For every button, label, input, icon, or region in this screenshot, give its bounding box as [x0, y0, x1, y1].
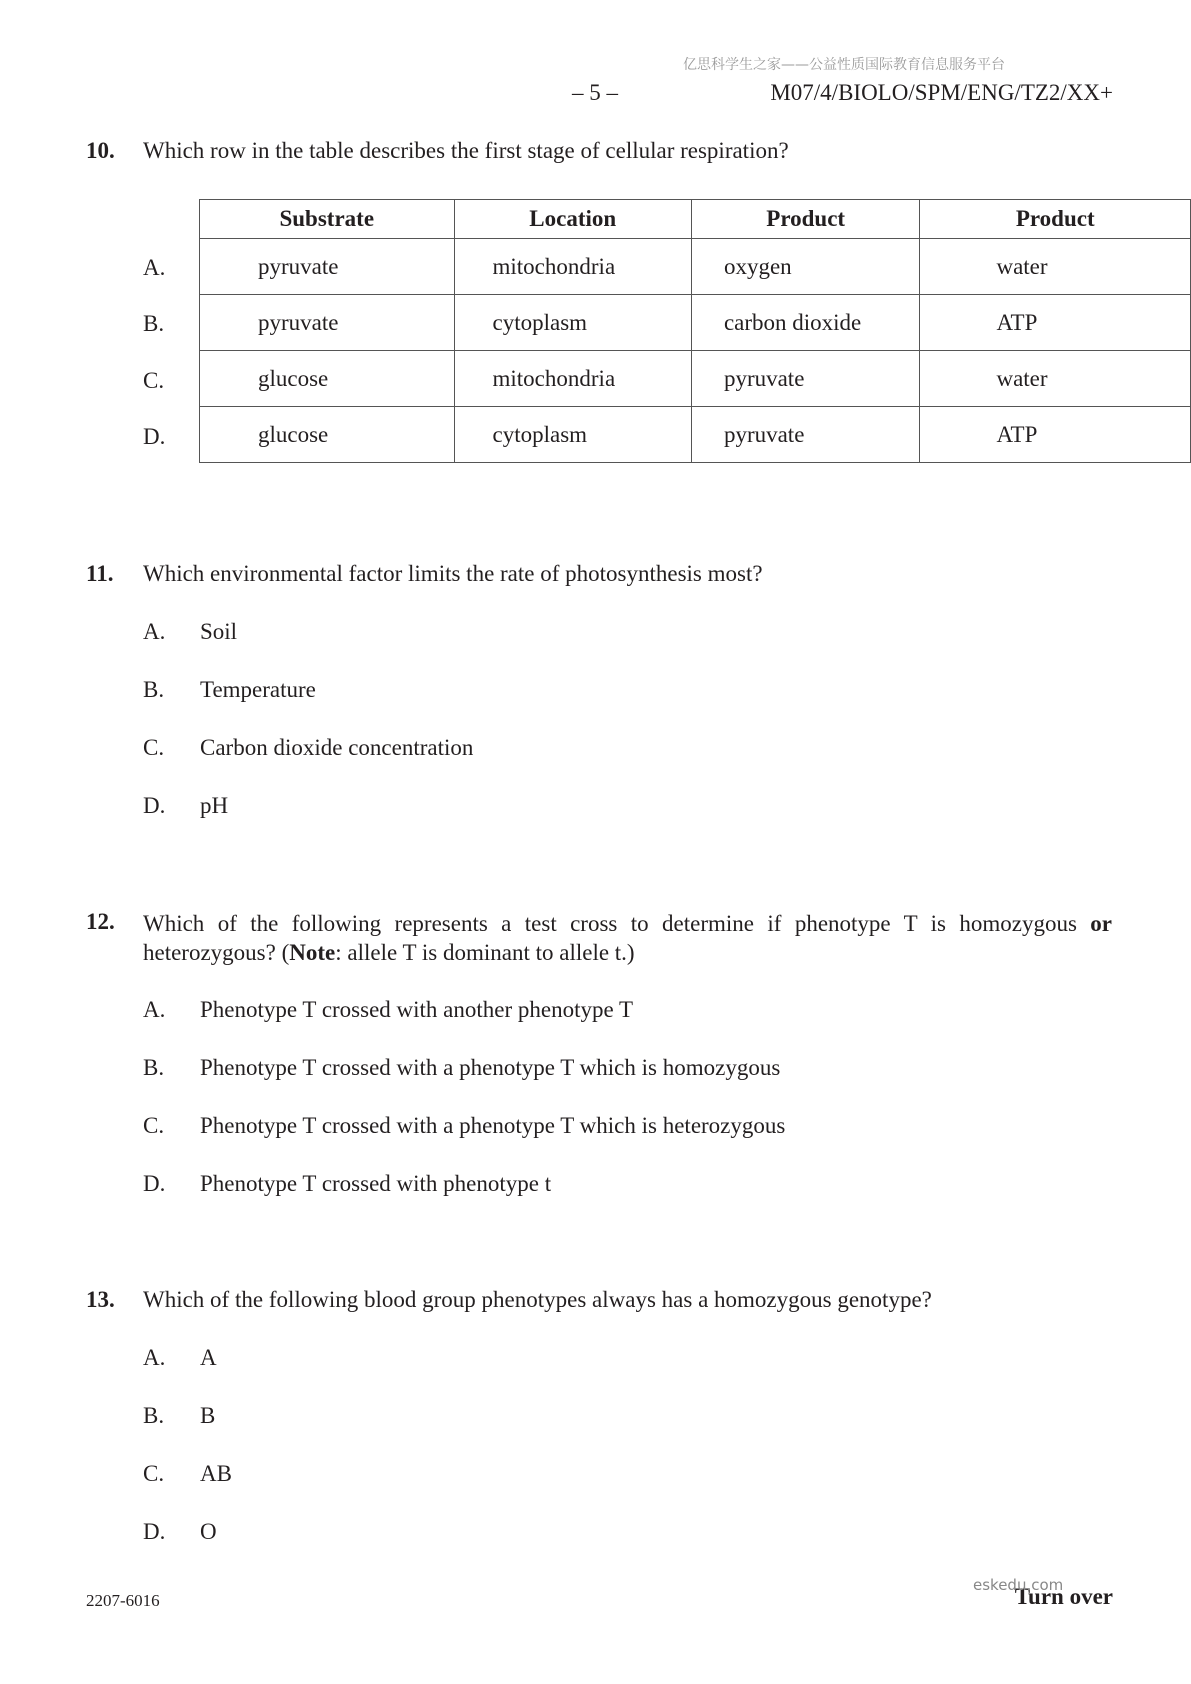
table-row-letter-a: A. [143, 255, 166, 280]
question-10-text: Which row in the table describes the first stage of cellular respiration? [143, 138, 789, 163]
option-letter: C. [143, 1461, 165, 1486]
footer-watermark: eskedu.com [973, 1576, 1064, 1594]
paper-code: M07/4/BIOLO/SPM/ENG/TZ2/XX+ [770, 80, 1113, 105]
option-letter: A. [143, 997, 166, 1022]
table-header-row [200, 200, 1191, 239]
table-cell: glucose [200, 351, 455, 407]
question-12-number: 12. [86, 909, 115, 934]
option-text: AB [200, 1461, 232, 1486]
question-10-table [199, 199, 1191, 463]
question-11-number: 11. [86, 561, 114, 586]
option-text: Phenotype T crossed with another phenotype T [200, 997, 634, 1022]
table-row-letter-c: C. [143, 368, 165, 393]
table-cell: ATP [920, 407, 1191, 463]
option-letter: B. [143, 1403, 165, 1428]
option-text: Phenotype T crossed with phenotype t [200, 1171, 552, 1196]
question-12-text-part2: heterozygous? ( [143, 940, 290, 965]
footer-code: 2207-6016 [86, 1591, 160, 1610]
option-text: pH [200, 793, 229, 818]
option-letter: A. [143, 1345, 166, 1370]
table-cell: pyruvate [200, 295, 455, 351]
option-text: Soil [200, 619, 238, 644]
page-number: – 5 – [572, 80, 618, 105]
option-letter: D. [143, 1171, 166, 1196]
option-text: Carbon dioxide concentration [200, 735, 474, 760]
turn-over-label: Turn over [1014, 1584, 1113, 1609]
option-letter: A. [143, 619, 166, 644]
question-11-text: Which environmental factor limits the rate of photosynthesis most? [143, 561, 763, 586]
table-header-product-2: Product [920, 200, 1191, 239]
option-text: Phenotype T crossed with a phenotype T which is homozygous [200, 1055, 781, 1080]
question-12-text-bold-or: or [1090, 911, 1113, 936]
table-cell: carbon dioxide [691, 295, 920, 351]
option-text: B [200, 1403, 216, 1428]
table-row [200, 295, 1191, 351]
option-text: O [200, 1519, 217, 1544]
table-row [200, 239, 1191, 295]
table-cell: water [920, 239, 1191, 295]
table-row [200, 407, 1191, 463]
table-cell: pyruvate [200, 239, 455, 295]
option-letter: D. [143, 1519, 166, 1544]
question-12-text-part1: Which of the following represents a test cross to determine if phenotype T is homozygous [143, 911, 1077, 936]
table-header-substrate: Substrate [200, 200, 455, 239]
option-letter: C. [143, 1113, 165, 1138]
table-header-product-1: Product [691, 200, 920, 239]
option-text: A [200, 1345, 217, 1370]
table-cell: pyruvate [691, 407, 920, 463]
table-cell: water [920, 351, 1191, 407]
question-13-number: 13. [86, 1287, 115, 1312]
table-cell: mitochondria [454, 239, 691, 295]
question-10-number: 10. [86, 138, 115, 163]
table-header-location: Location [454, 200, 691, 239]
question-13-text: Which of the following blood group phenotypes always has a homozygous genotype? [143, 1287, 932, 1312]
table-row [200, 351, 1191, 407]
option-letter: C. [143, 735, 165, 760]
option-letter: B. [143, 677, 165, 702]
question-12-text-part3: : allele T is dominant to allele t.) [335, 940, 635, 965]
option-text: Phenotype T crossed with a phenotype T which is heterozygous [200, 1113, 786, 1138]
option-text: Temperature [200, 677, 316, 702]
table-row-letter-b: B. [143, 311, 165, 336]
question-12-text [143, 909, 1112, 967]
table-cell: cytoplasm [454, 295, 691, 351]
table-cell: ATP [920, 295, 1191, 351]
option-letter: B. [143, 1055, 165, 1080]
option-letter: D. [143, 793, 166, 818]
table-cell: mitochondria [454, 351, 691, 407]
question-12-text-bold-note: Note [289, 940, 336, 965]
table-cell: oxygen [691, 239, 920, 295]
table-row-letter-d: D. [143, 424, 166, 449]
table-cell: cytoplasm [454, 407, 691, 463]
table-cell: glucose [200, 407, 455, 463]
header-watermark: 亿思科学生之家——公益性质国际教育信息服务平台 [683, 57, 1005, 73]
table-cell: pyruvate [691, 351, 920, 407]
